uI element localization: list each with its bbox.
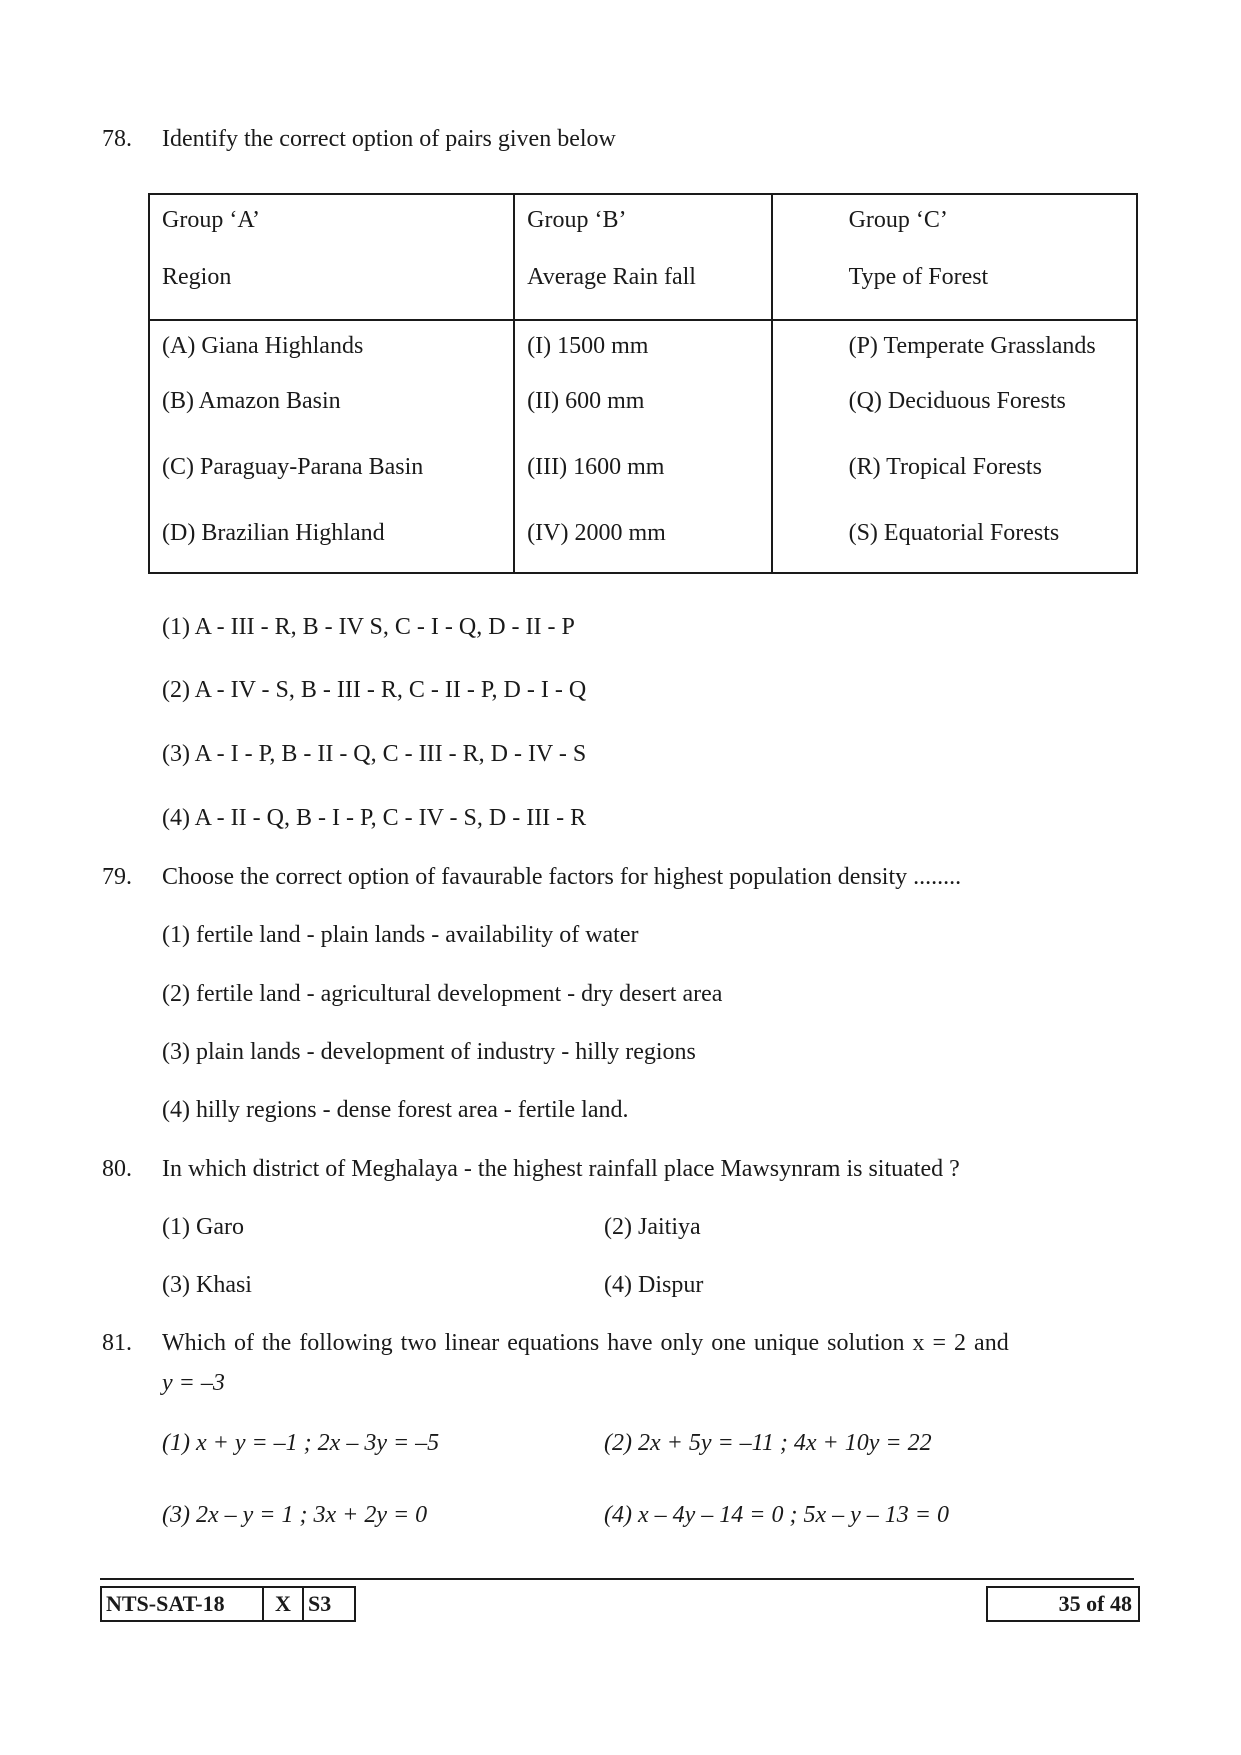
q81-option-3[interactable]: (3) 2x – y = 1 ; 3x + 2y = 0 [162, 1502, 428, 1528]
q80-option-1[interactable]: (1) Garo [162, 1214, 244, 1240]
question-78-number: 78. [102, 126, 132, 152]
q80-option-4[interactable]: (4) Dispur [604, 1272, 704, 1298]
question-79-text: Choose the correct option of favaurable factors for highest population density ........ [162, 864, 962, 890]
question-80-text: In which district of Meghalaya - the highest rainfall place Mawsynram is situated ? [162, 1156, 960, 1182]
table-cell: (R) Tropical Forests [772, 454, 1137, 520]
table-row [149, 320, 1137, 388]
q81-option-2[interactable]: (2) 2x + 5y = –11 ; 4x + 10y = 22 [604, 1430, 932, 1456]
exam-code: NTS-SAT-18 [102, 1588, 264, 1620]
table-cell: (C) Paraguay-Parana Basin [149, 454, 514, 520]
q78-option-2[interactable]: (2) A - IV - S, B - III - R, C - II - P, D - I - Q [162, 677, 587, 703]
question-78-text: Identify the correct option of pairs given below [162, 126, 616, 152]
group-b-header: Group ‘B’ [514, 194, 771, 262]
table-header-row [149, 194, 1137, 262]
table-cell: (Q) Deciduous Forests [772, 388, 1137, 454]
table-cell: (II) 600 mm [514, 388, 771, 454]
q78-option-4[interactable]: (4) A - II - Q, B - I - P, C - IV - S, D - III - R [162, 805, 587, 831]
q79-option-2[interactable]: (2) fertile land - agricultural development - dry desert area [162, 981, 723, 1007]
set-label: S3 [308, 1591, 332, 1616]
table-row [149, 520, 1137, 573]
table-cell: (S) Equatorial Forests [772, 520, 1137, 573]
group-a-header: Group ‘A’ [149, 194, 514, 262]
q79-option-4[interactable]: (4) hilly regions - dense forest area - fertile land. [162, 1097, 629, 1123]
table-row [149, 454, 1137, 520]
table-cell: (P) Temperate Grasslands [772, 320, 1137, 388]
matching-table [148, 193, 1138, 574]
table-row [149, 388, 1137, 454]
table-cell: (I) 1500 mm [514, 320, 771, 388]
question-81-number: 81. [102, 1330, 132, 1356]
question-81-text-line1: Which of the following two linear equations have only one unique solution x = 2 and [162, 1330, 1009, 1356]
footer-divider [100, 1578, 1134, 1580]
q79-option-1[interactable]: (1) fertile land - plain lands - availability of water [162, 922, 639, 948]
table-subheader-row [149, 262, 1137, 320]
footer-code-box [100, 1586, 356, 1622]
question-79-number: 79. [102, 864, 132, 890]
q80-option-3[interactable]: (3) Khasi [162, 1272, 252, 1298]
question-80-number: 80. [102, 1156, 132, 1182]
class-label: X [264, 1588, 304, 1620]
table-cell: (IV) 2000 mm [514, 520, 771, 573]
group-c-header: Group ‘C’ [772, 194, 1137, 262]
forest-type-header: Type of Forest [772, 262, 1137, 320]
q81-option-1[interactable]: (1) x + y = –1 ; 2x – 3y = –5 [162, 1430, 440, 1456]
table-cell: (III) 1600 mm [514, 454, 771, 520]
q81-option-4[interactable]: (4) x – 4y – 14 = 0 ; 5x – y – 13 = 0 [604, 1502, 949, 1528]
q79-option-3[interactable]: (3) plain lands - development of industry - hilly regions [162, 1039, 696, 1065]
question-81-text-line2: y = –3 [162, 1370, 225, 1396]
table-cell: (A) Giana Highlands [149, 320, 514, 388]
q80-option-2[interactable]: (2) Jaitiya [604, 1214, 701, 1240]
q78-option-3[interactable]: (3) A - I - P, B - II - Q, C - III - R, D - IV - S [162, 741, 587, 767]
rainfall-header: Average Rain fall [514, 262, 771, 320]
table-cell: (B) Amazon Basin [149, 388, 514, 454]
q78-option-1[interactable]: (1) A - III - R, B - IV S, C - I - Q, D - II - P [162, 614, 575, 640]
page-number: 35 of 48 [986, 1586, 1140, 1622]
region-header: Region [149, 262, 514, 320]
table-cell: (D) Brazilian Highland [149, 520, 514, 573]
